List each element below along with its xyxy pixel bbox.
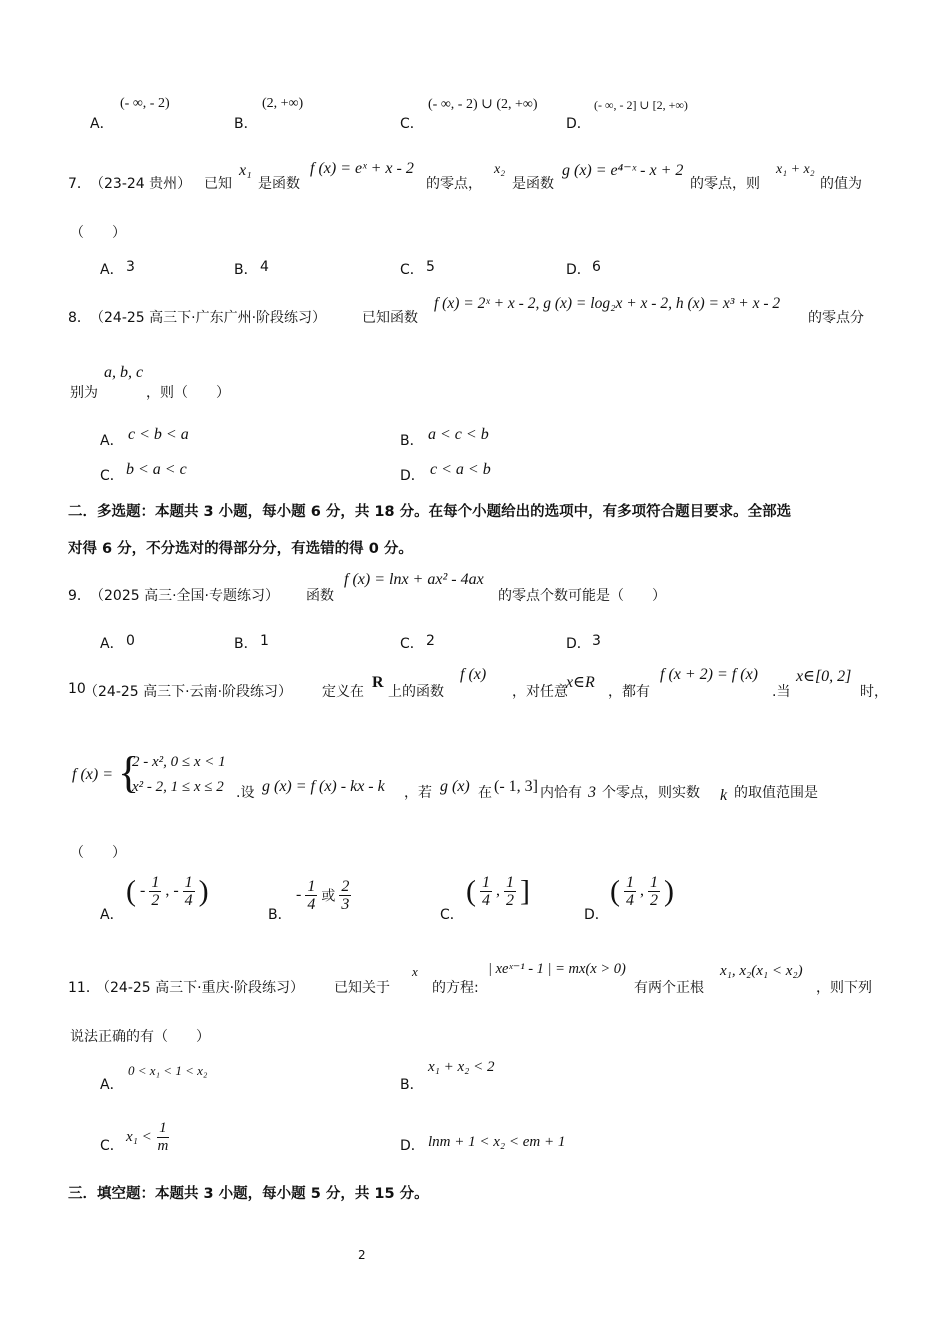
q10-text6: 时， bbox=[860, 684, 888, 700]
q6-option-b-label: B． bbox=[234, 116, 258, 132]
q7-source: （23-24 贵州） bbox=[90, 176, 192, 192]
q8-text1: 已知函数 bbox=[362, 310, 418, 326]
q9-option-a-label: A． bbox=[100, 636, 124, 652]
q10-b-or: 或 bbox=[321, 888, 336, 905]
q7-option-b-label: B． bbox=[234, 262, 258, 278]
q7-text4: 是函数 bbox=[512, 176, 554, 192]
q10-interval: x∈[0, 2] bbox=[796, 668, 852, 685]
q8-option-d-label: D． bbox=[400, 468, 425, 484]
q11-equation: | xeˣ⁻¹ - 1 | = mx(x > 0) bbox=[488, 961, 626, 977]
q10-option-c-label: C． bbox=[440, 907, 464, 923]
q10-c-num2: 1 bbox=[506, 874, 514, 891]
q8-number: 8． bbox=[68, 310, 91, 326]
q10-text9: 在 bbox=[478, 785, 492, 801]
q11-x: x bbox=[412, 964, 418, 979]
q10-text12: 的取值范围是 bbox=[734, 785, 818, 801]
q10-gx: g (x) bbox=[440, 778, 470, 795]
q10-a-num2: 1 bbox=[184, 874, 193, 891]
q7-paren: （ ） bbox=[70, 225, 126, 241]
q7-text6: 的值为 bbox=[820, 176, 862, 192]
q10-option-b-label: B． bbox=[268, 907, 292, 923]
q10-text5: .当 bbox=[772, 684, 791, 700]
q10-a-num1: 1 bbox=[151, 874, 160, 891]
q7-x1: x₁ bbox=[239, 162, 252, 179]
q10-text1: 定义在 bbox=[322, 684, 364, 700]
q8-source: （24-25 高三下·广东广州·阶段练习） bbox=[90, 310, 327, 326]
q11-option-b-label: B． bbox=[400, 1077, 424, 1093]
q7-option-a-value: 3 bbox=[126, 259, 135, 275]
q10-c-den1: 4 bbox=[482, 892, 490, 909]
q6-option-d-label: D． bbox=[566, 116, 591, 132]
q6-option-a-expr: (- ∞, - 2) bbox=[120, 96, 170, 111]
q7-f-expr: f (x) = eˣ + x - 2 bbox=[310, 160, 414, 177]
q10-c-num1: 1 bbox=[482, 874, 490, 891]
q10-number: 10 bbox=[68, 681, 86, 697]
q10-d-den1: 4 bbox=[626, 892, 634, 909]
q10-text10: 内恰有 bbox=[540, 785, 582, 801]
q10-brace: { bbox=[118, 748, 140, 797]
q6-option-c-expr: (- ∞, - 2) ∪ (2, +∞) bbox=[428, 97, 538, 112]
q8-vars: a, b, c bbox=[104, 364, 144, 381]
q11-text3: 有两个正根 bbox=[634, 980, 704, 996]
q7-number: 7． bbox=[68, 176, 91, 192]
page-number: 2 bbox=[358, 1248, 366, 1262]
q11-option-c-expr bbox=[126, 1120, 170, 1155]
q10-fx: f (x) bbox=[460, 666, 487, 683]
q10-option-a-label: A． bbox=[100, 907, 124, 923]
section-3-line1: 三．填空题：本题共 3 小题，每小题 5 分，共 15 分。 bbox=[68, 1186, 429, 1202]
q10-d-den2: 2 bbox=[650, 892, 658, 909]
q8-text2: 的零点分 bbox=[808, 310, 864, 326]
q6-option-c-label: C． bbox=[400, 116, 424, 132]
q7-option-d-label: D． bbox=[566, 262, 591, 278]
q11-text5: 说法正确的有（ ） bbox=[70, 1029, 210, 1045]
q9-expr: f (x) = lnx + ax² - 4ax bbox=[344, 571, 484, 588]
q7-g-expr: g (x) = e⁴⁻ˣ - x + 2 bbox=[562, 162, 684, 179]
q11-option-c-label: C． bbox=[100, 1138, 124, 1154]
q8-expr: f (x) = 2ˣ + x - 2, g (x) = log₂x + x - 2, h (x) = x³ + x - 2 bbox=[434, 295, 781, 312]
q7-text1: 已知 bbox=[204, 176, 232, 192]
q7-option-d-value: 6 bbox=[592, 259, 601, 275]
q9-option-a-value: 0 bbox=[126, 633, 135, 649]
q11-source: （24-25 高三下·重庆·阶段练习） bbox=[96, 980, 305, 996]
q8-option-a-label: A． bbox=[100, 433, 124, 449]
q9-text2: 的零点个数可能是（ ） bbox=[498, 588, 666, 604]
q7-text3: 的零点， bbox=[426, 176, 482, 192]
q10-paren: （ ） bbox=[70, 845, 126, 861]
q7-text2: 是函数 bbox=[258, 176, 300, 192]
q9-option-d-label: D． bbox=[566, 636, 591, 652]
q9-option-b-label: B． bbox=[234, 636, 258, 652]
q9-option-b-value: 1 bbox=[260, 633, 269, 649]
q10-period: f (x + 2) = f (x) bbox=[660, 666, 758, 683]
q7-sum: x₁ + x₂ bbox=[776, 162, 815, 177]
q10-source: （24-25 高三下·云南·阶段练习） bbox=[84, 684, 293, 700]
q8-option-d-expr: c < a < b bbox=[430, 461, 491, 478]
q11-option-a-label: A． bbox=[100, 1077, 124, 1093]
q8-option-b-expr: a < c < b bbox=[428, 426, 489, 443]
q6-option-d-expr: (- ∞, - 2] ∪ [2, +∞) bbox=[594, 98, 688, 112]
q9-number: 9． bbox=[68, 588, 91, 604]
q8-text4: ，则（ ） bbox=[146, 385, 230, 401]
q7-option-b-value: 4 bbox=[260, 259, 269, 275]
q11-option-d-label: D． bbox=[400, 1138, 425, 1154]
section-2-line2: 对得 6 分，不分选对的得部分分，有选错的得 0 分。 bbox=[68, 541, 413, 557]
section-2-line1: 二．多选题：本题共 3 小题，每小题 6 分，共 18 分。在每个小题给出的选项中，有多项符合题目要求。全部选 bbox=[68, 504, 792, 520]
q10-text8: ，若 bbox=[404, 785, 432, 801]
q10-case1: 2 - x², 0 ≤ x < 1 bbox=[132, 754, 226, 770]
q11-c-num: 1 bbox=[159, 1120, 167, 1136]
q11-c-lhs: x₁ < bbox=[126, 1129, 152, 1145]
q10-a-den1: 2 bbox=[151, 892, 160, 909]
q11-option-a-expr: 0 < x₁ < 1 < x₂ bbox=[128, 1063, 208, 1078]
q10-option-d-expr: ( $\frac{1}{4}$ , $\frac{1}{2}$ ) bbox=[610, 874, 674, 909]
q10-option-a-expr: ( - $\frac{1}{2}$ , - $\frac{1}{4}$ ) bbox=[126, 874, 209, 909]
q10-b-den2: 3 bbox=[341, 896, 350, 913]
q10-f-lhs: f (x) = bbox=[72, 766, 113, 783]
q7-text5: 的零点，则 bbox=[690, 176, 760, 192]
q10-option-b-expr: - $\frac{1}{4}$ 或 $\frac{2}{3}$ bbox=[296, 878, 350, 913]
q11-number: 11． bbox=[68, 980, 100, 996]
q11-option-b-expr: x₁ + x₂ < 2 bbox=[428, 1059, 495, 1075]
q11-roots: x₁, x₂(x₁ < x₂) bbox=[720, 963, 803, 979]
q10-text2: 上的函数 bbox=[388, 684, 444, 700]
q10-d-num2: 1 bbox=[650, 874, 658, 891]
q10-text3: ，对任意 bbox=[512, 684, 568, 700]
q10-c-den2: 2 bbox=[506, 892, 514, 909]
q10-text7: .设 bbox=[236, 785, 255, 801]
q9-text1: 函数 bbox=[306, 588, 334, 604]
q10-text11: 个零点，则实数 bbox=[602, 785, 700, 801]
q6-option-b-expr: (2, +∞) bbox=[262, 96, 304, 111]
q10-three: 3 bbox=[588, 784, 596, 801]
q10-xinR: x∈R bbox=[566, 674, 595, 691]
q7-option-c-value: 5 bbox=[426, 259, 435, 275]
q10-range: (- 1, 3] bbox=[494, 778, 538, 795]
q10-b-den1: 4 bbox=[307, 896, 316, 913]
q10-R: R bbox=[372, 674, 384, 691]
q7-option-c-label: C． bbox=[400, 262, 424, 278]
q10-g-expr: g (x) = f (x) - kx - k bbox=[262, 778, 385, 795]
q8-option-b-label: B． bbox=[400, 433, 424, 449]
q11-text1: 已知关于 bbox=[334, 980, 390, 996]
q10-d-num1: 1 bbox=[626, 874, 634, 891]
q9-option-c-value: 2 bbox=[426, 633, 435, 649]
q6-option-a-label: A． bbox=[90, 116, 114, 132]
q8-option-c-label: C． bbox=[100, 468, 124, 484]
q10-b-num1: 1 bbox=[307, 878, 316, 895]
q10-b-num2: 2 bbox=[341, 878, 350, 895]
q8-text3: 别为 bbox=[70, 385, 98, 401]
q10-option-d-label: D． bbox=[584, 907, 609, 923]
q10-text4: ，都有 bbox=[608, 684, 650, 700]
q11-text4: ，则下列 bbox=[816, 980, 872, 996]
q7-x2: x₂ bbox=[494, 162, 506, 177]
q9-source: （2025 高三·全国·专题练习） bbox=[90, 588, 279, 604]
q10-k: k bbox=[720, 787, 728, 804]
q7-option-a-label: A． bbox=[100, 262, 124, 278]
q11-c-den: m bbox=[157, 1138, 169, 1154]
q8-option-c-expr: b < a < c bbox=[126, 461, 187, 478]
q8-option-a-expr: c < b < a bbox=[128, 426, 189, 443]
q11-option-d-expr: lnm + 1 < x₂ < em + 1 bbox=[428, 1134, 566, 1150]
q9-option-d-value: 3 bbox=[592, 633, 601, 649]
q9-option-c-label: C． bbox=[400, 636, 424, 652]
q10-a-den2: 4 bbox=[184, 892, 193, 909]
q10-case2: x² - 2, 1 ≤ x ≤ 2 bbox=[132, 779, 224, 795]
q10-option-c-expr: ( $\frac{1}{4}$ , $\frac{1}{2}$ ] bbox=[466, 874, 530, 909]
q11-text2: 的方程: bbox=[432, 980, 479, 996]
